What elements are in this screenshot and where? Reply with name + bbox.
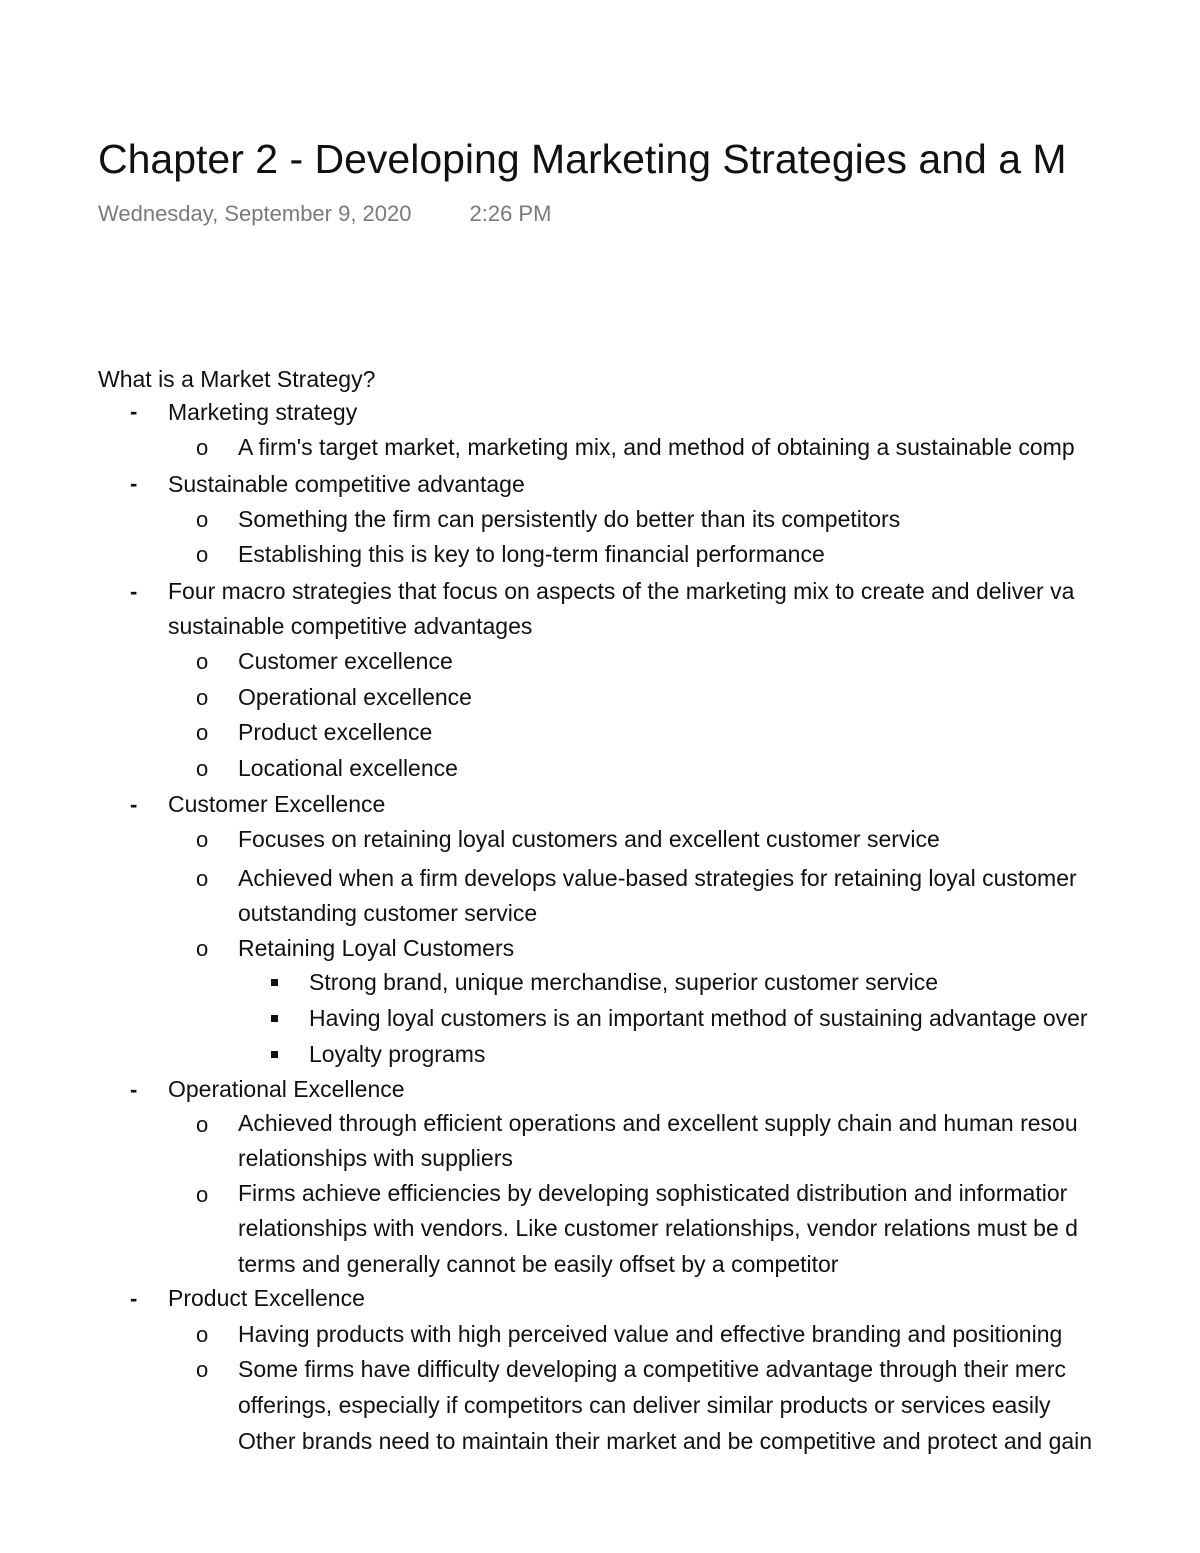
circle-bullet-icon: o — [196, 866, 209, 891]
list-item: Customer Excellence — [168, 791, 386, 817]
list-item: Locational excellence — [238, 755, 458, 781]
list-item: Product Excellence — [168, 1285, 365, 1311]
dash-bullet-icon: - — [130, 471, 138, 496]
list-item: Having products with high perceived value and effective branding and positioning — [238, 1321, 1063, 1347]
list-item-continued: outstanding customer service — [238, 900, 538, 926]
circle-bullet-icon: o — [196, 936, 209, 961]
list-item-continued: relationships with vendors. Like customer relationships, vendor relations must be d — [238, 1215, 1078, 1241]
circle-bullet-icon: o — [196, 720, 209, 745]
list-item: Focuses on retaining loyal customers and excellent customer service — [238, 826, 940, 852]
list-item: Achieved when a firm develops value-based strategies for retaining loyal customer — [238, 865, 1077, 891]
page-date: Wednesday, September 9, 2020 — [98, 201, 412, 226]
list-item: Product excellence — [238, 719, 433, 745]
list-item: Achieved through efficient operations and excellent supply chain and human resou — [238, 1110, 1078, 1136]
section-heading: What is a Market Strategy? — [98, 366, 376, 392]
list-item: Operational excellence — [238, 684, 472, 710]
list-item-continued: relationships with suppliers — [238, 1145, 513, 1171]
dash-bullet-icon: - — [130, 579, 138, 604]
circle-bullet-icon: o — [196, 1357, 209, 1382]
list-item: Something the firm can persistently do better than its competitors — [238, 506, 901, 532]
page-title: Chapter 2 - Developing Marketing Strategies and a M — [98, 136, 1067, 182]
list-item: Having loyal customers is an important method of sustaining advantage over — [309, 1005, 1088, 1031]
circle-bullet-icon: o — [196, 1322, 209, 1347]
circle-bullet-icon: o — [196, 542, 209, 567]
list-item: Operational Excellence — [168, 1076, 405, 1102]
dash-bullet-icon: - — [130, 399, 138, 424]
page-time: 2:26 PM — [469, 201, 552, 226]
circle-bullet-icon: o — [196, 435, 209, 460]
list-item: Firms achieve efficiencies by developing sophisticated distribution and informatior — [238, 1180, 1068, 1206]
circle-bullet-icon: o — [196, 827, 209, 852]
list-item: Some firms have difficulty developing a competitive advantage through their merc — [238, 1356, 1067, 1382]
square-bullet-icon — [271, 1051, 278, 1058]
square-bullet-icon — [271, 1015, 278, 1022]
dash-bullet-icon: - — [130, 1286, 138, 1311]
list-item: Sustainable competitive advantage — [168, 471, 525, 497]
circle-bullet-icon: o — [196, 649, 209, 674]
circle-bullet-icon: o — [196, 507, 209, 532]
dash-bullet-icon: - — [130, 792, 138, 817]
circle-bullet-icon: o — [196, 1112, 209, 1137]
list-item: Establishing this is key to long-term financial performance — [238, 541, 825, 567]
list-item: Four macro strategies that focus on aspects of the marketing mix to create and deliver va — [168, 578, 1075, 604]
square-bullet-icon — [271, 979, 278, 986]
dash-bullet-icon: - — [130, 1077, 138, 1102]
list-item: A firm's target market, marketing mix, and method of obtaining a sustainable comp — [238, 434, 1075, 460]
list-item: Marketing strategy — [168, 399, 358, 425]
circle-bullet-icon: o — [196, 1182, 209, 1207]
circle-bullet-icon: o — [196, 685, 209, 710]
list-item-continued: sustainable competitive advantages — [168, 613, 533, 639]
list-item: Retaining Loyal Customers — [238, 935, 515, 961]
list-item: Customer excellence — [238, 648, 453, 674]
list-item: Loyalty programs — [309, 1041, 486, 1067]
list-item: Strong brand, unique merchandise, superior customer service — [309, 969, 938, 995]
list-item-continued: terms and generally cannot be easily offset by a competitor — [238, 1251, 839, 1277]
circle-bullet-icon: o — [196, 756, 209, 781]
list-item-continued: offerings, especially if competitors can deliver similar products or services easily — [238, 1392, 1051, 1418]
clipped-list-item: Other brands need to maintain their market and be competitive and protect and gain — [238, 1428, 1093, 1454]
